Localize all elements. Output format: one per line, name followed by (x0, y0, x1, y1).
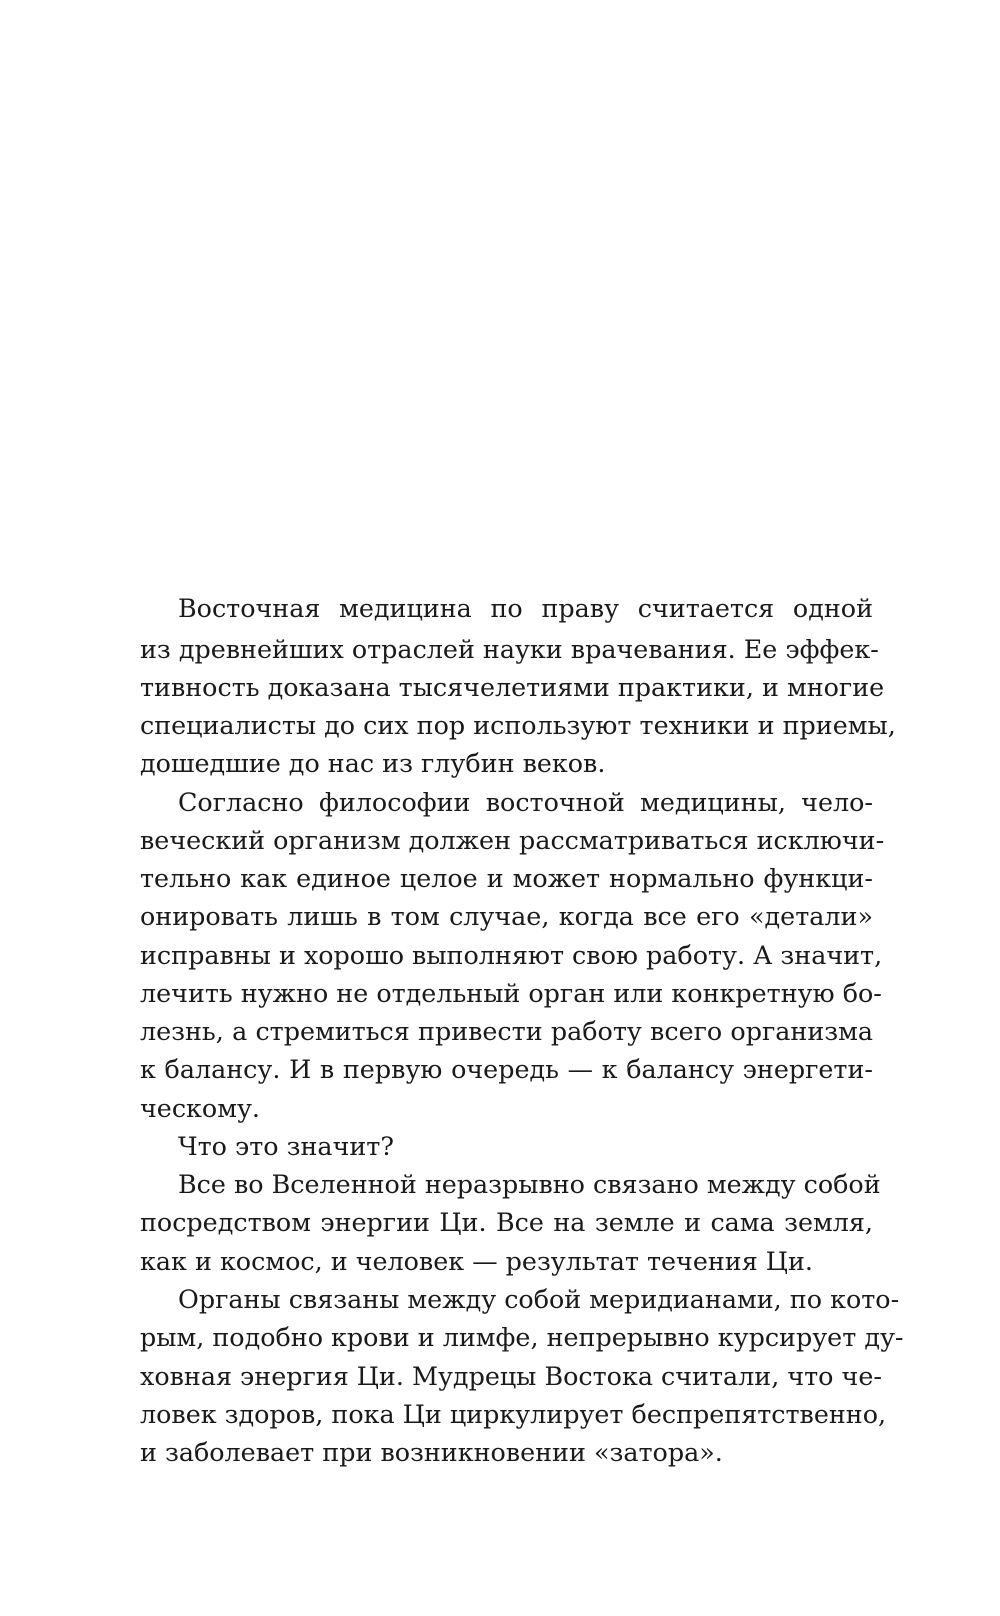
paragraph-4-line-1: Все во Вселенной неразрывно связано между собой (178, 1169, 881, 1199)
paragraph-5-line-4: ловек здоров, пока Ци циркулирует беспрепятственно, (140, 1399, 887, 1429)
paragraph-1-line-3: тивность доказана тысячелетиями практики, и многие (140, 672, 885, 702)
paragraph-4-line-3: как и космос, и человек — результат течения Ци. (140, 1246, 813, 1276)
paragraph-2-line-4: онировать лишь в том случае, когда все его «детали» (140, 901, 873, 931)
paragraph-5-line-5: и заболевает при возникновении «затора». (140, 1437, 723, 1467)
paragraph-5-line-1: Органы связаны между собой меридианами, по кото- (178, 1284, 900, 1314)
paragraph-2-line-9: ческому. (140, 1093, 260, 1123)
paragraph-4-line-2: посредством энергии Ци. Все на земле и сама земля, (140, 1207, 873, 1237)
paragraph-2-line-5: исправны и хорошо выполняют свою работу. А значит, (140, 940, 883, 970)
paragraph-2-line-3: тельно как единое целое и может нормально функци- (140, 863, 873, 893)
paragraph-2-line-1: Согласно философии восточной медицины, чело- (178, 787, 873, 817)
paragraph-3-line-1: Что это значит? (178, 1131, 394, 1161)
paragraph-2-line-2: веческий организм должен рассматриваться исключи- (140, 825, 885, 855)
paragraph-5-line-3: ховная энергия Ци. Мудрецы Востока считали, что че- (140, 1361, 882, 1391)
paragraph-1-line-5: дошедшие до нас из глубин веков. (140, 748, 606, 778)
paragraph-1-line-1: Восточная медицина по праву считается одной (178, 593, 873, 623)
paragraph-2-line-8: к балансу. И в первую очередь — к балансу энергети- (140, 1054, 873, 1084)
paragraph-5-line-2: рым, подобно крови и лимфе, непрерывно курсирует ду- (140, 1322, 904, 1352)
paragraph-1-line-4: специалисты до сих пор используют техники и приемы, (140, 710, 896, 740)
paragraph-2-line-7: лезнь, а стремиться привести работу всего организма (140, 1016, 873, 1046)
paragraph-1-line-2: из древнейших отраслей науки врачевания. Ее эффек- (140, 634, 879, 664)
body-text (140, 0, 904, 1616)
paragraph-2-line-6: лечить нужно не отдельный орган или конкретную бо- (140, 978, 882, 1008)
